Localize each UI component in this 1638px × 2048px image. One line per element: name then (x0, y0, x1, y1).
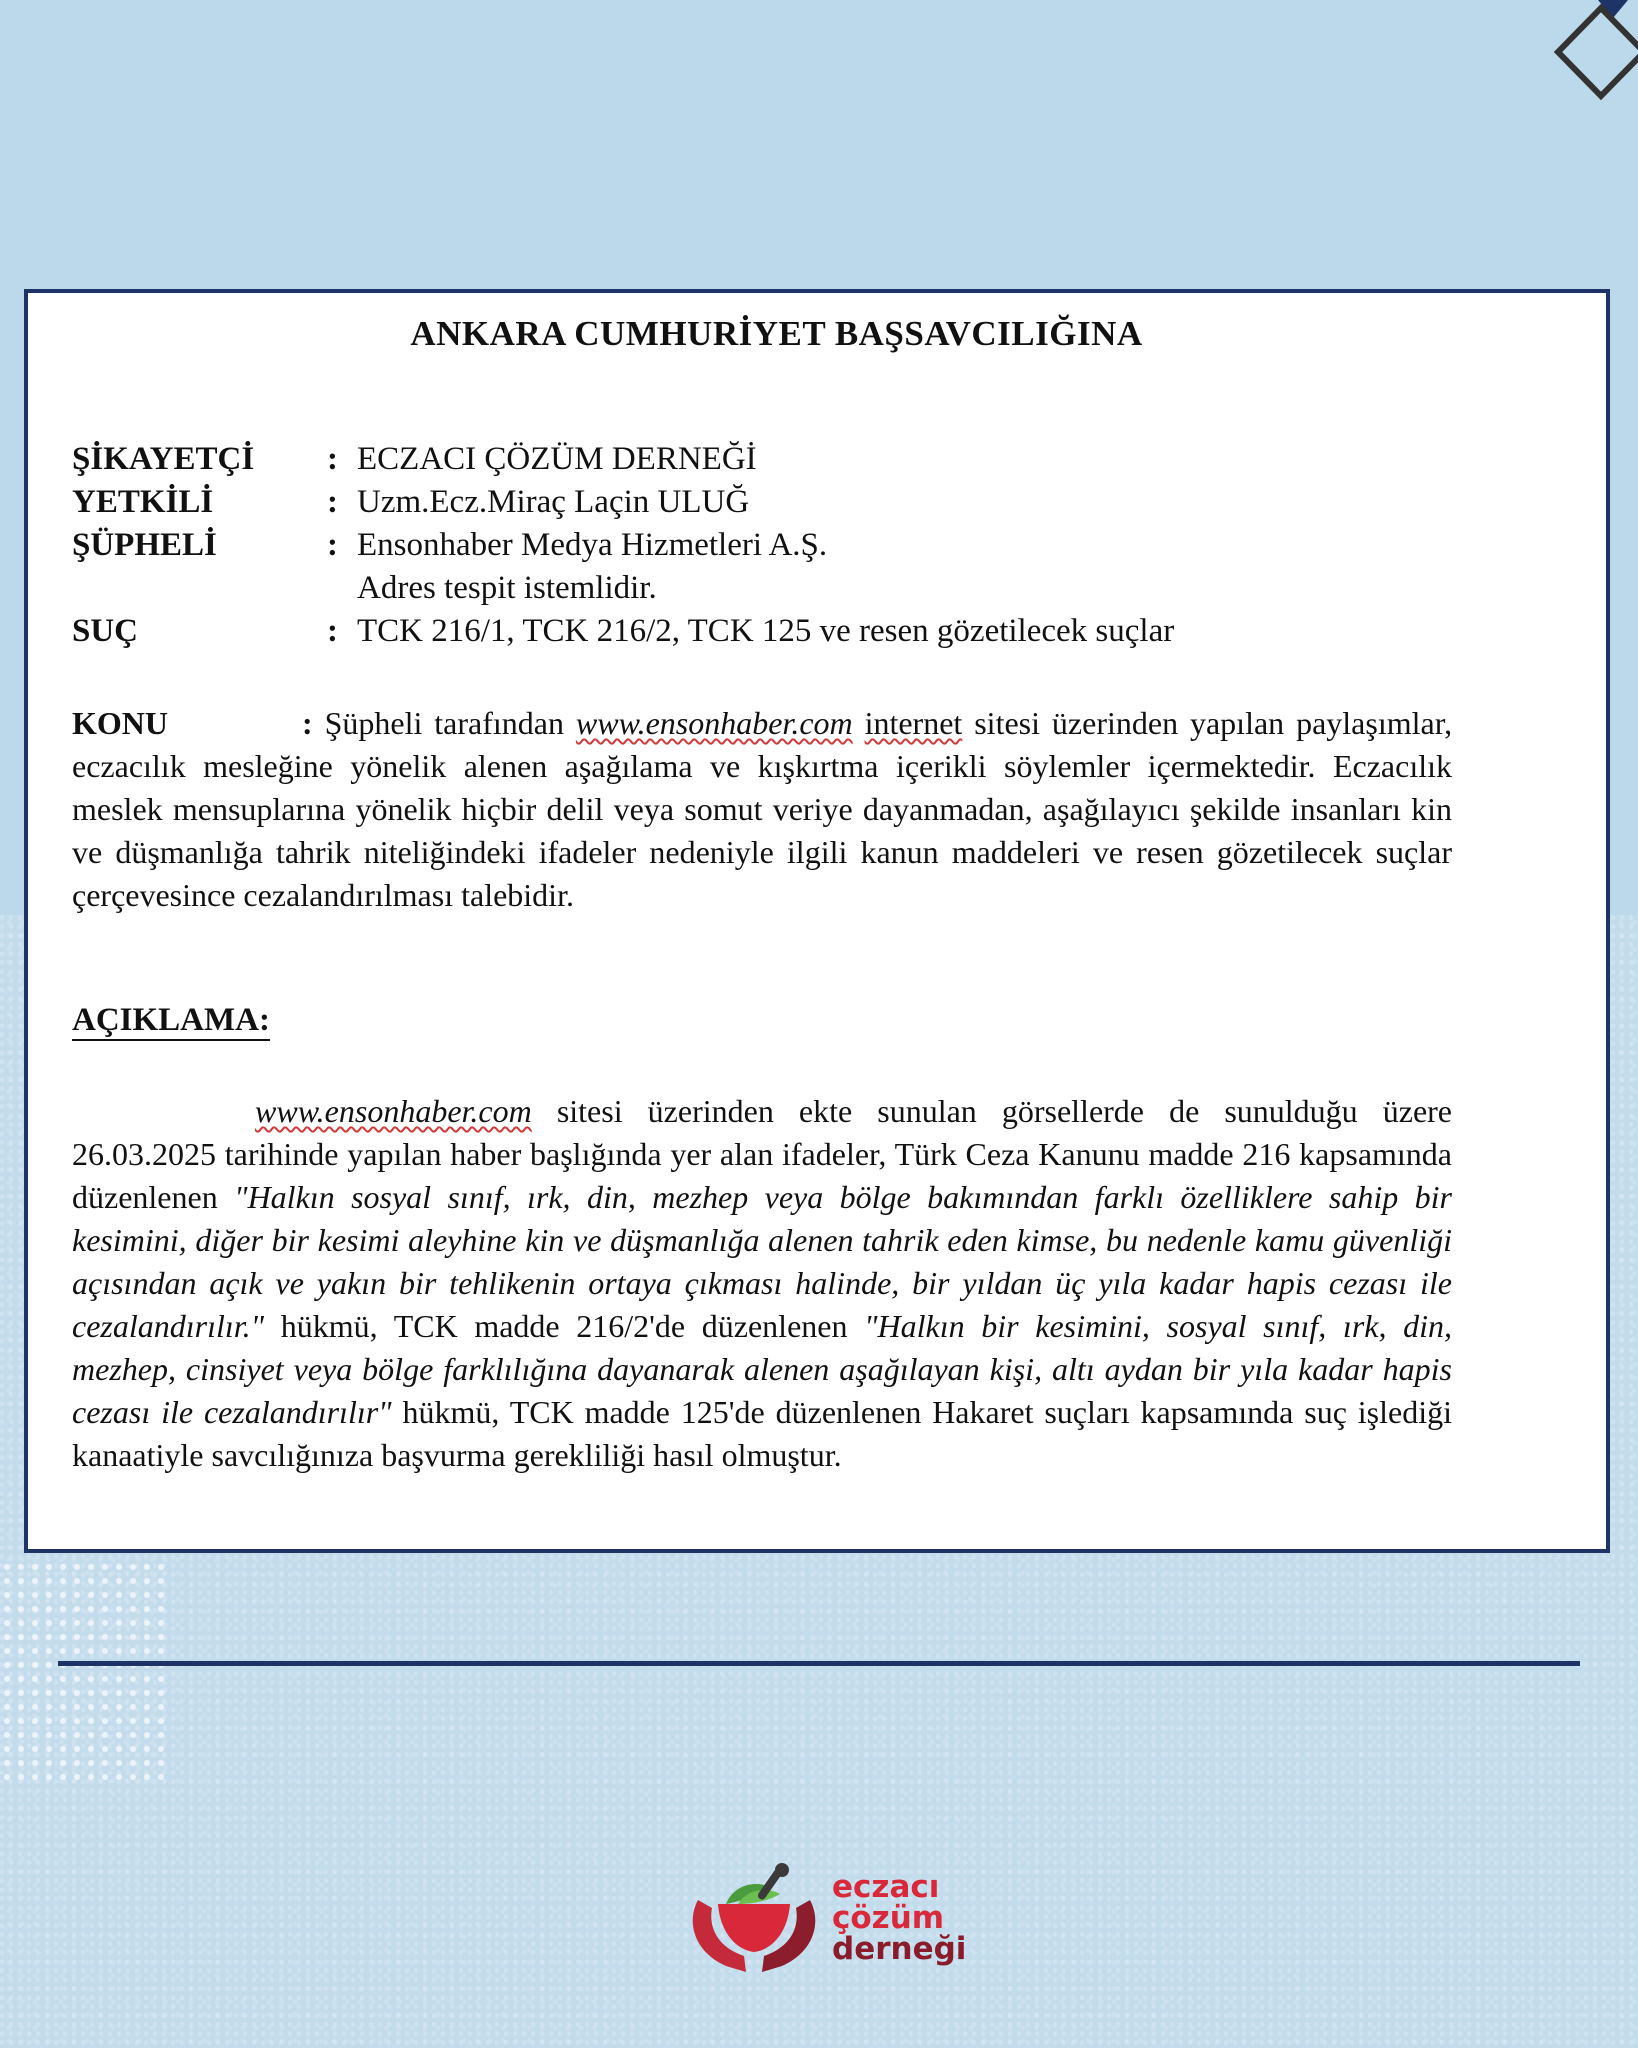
aciklama-paragraph (72, 1090, 1452, 1477)
field-colon: : (327, 484, 338, 520)
dot-pattern (0, 1560, 170, 1780)
field-label: YETKİLİ (72, 484, 214, 520)
field-value: TCK 216/1, TCK 216/2, TCK 125 ve resen gözetilecek suçlar (357, 613, 1175, 649)
field-colon: : (327, 613, 338, 649)
divider-line (58, 1661, 1580, 1666)
field-colon: : (327, 441, 338, 477)
field-sikayetci (72, 441, 1174, 484)
party-fields (72, 441, 1174, 656)
logo-wordmark (832, 1869, 967, 1967)
field-yetkili (72, 484, 1174, 527)
aciklama-text-2: hükmü, TCK madde 216/2'de düzenlenen (280, 1308, 848, 1344)
logo-line-1: eczacı (832, 1869, 940, 1905)
field-label: ŞÜPHELİ (72, 527, 217, 563)
konu-word: internet (864, 705, 963, 741)
aciklama-heading: AÇIKLAMA: (72, 1001, 270, 1041)
document-title: ANKARA CUMHURİYET BAŞSAVCILIĞINA (410, 314, 1143, 353)
field-value: Ensonhaber Medya Hizmetleri A.Ş. (357, 527, 828, 563)
eczaci-cozum-dernegi-logo (684, 1860, 968, 1978)
field-suc (72, 613, 1174, 656)
tck-216-2-quote: "Halkın bir kesimini, sosyal sınıf, ırk, din, mezhep, cinsiyet veya bölge farklılığına dayanarak alenen aşağılayan kişi, altı aydan bir yıla kadar hapis cezası ile cezalandırılır" (72, 1308, 1453, 1430)
complaint-document (24, 289, 1610, 1553)
field-value: ECZACI ÇÖZÜM DERNEĞİ (357, 441, 757, 477)
site-link[interactable]: www.ensonhaber.com (575, 705, 853, 741)
konu-text-before: Şüpheli tarafından (324, 705, 564, 741)
field-value: Adres tespit istemlidir. (357, 570, 657, 606)
tck-216-quote: "Halkın sosyal sınıf, ırk, din, mezhep veya bölge bakımından farklı özelliklere sahip bir kesimini, diğer bir kesimi aleyhine kin ve düşmanlığa alenen tahrik eden kimse, bu nedenle kamu güvenliği açısından açık ve yakın bir tehlikenin ortaya çıkması halinde, bir yıldan üç yıla kadar hapis cezası ile cezalandırılır." (72, 1179, 1453, 1344)
field-label: SUÇ (72, 613, 139, 649)
site-link[interactable]: www.ensonhaber.com (255, 1093, 532, 1129)
mortar-hands-icon (684, 1860, 824, 1978)
field-supheli (72, 527, 1174, 570)
konu-colon: : (302, 705, 313, 741)
field-colon: : (327, 527, 338, 563)
konu-label: KONU (72, 705, 168, 741)
diamond-ornament-icon (1518, 0, 1638, 110)
field-supheli-address (72, 570, 1174, 613)
aciklama-text-1: sitesi üzerinden ekte sunulan görsellerde de sunulduğu üzere 26.03.2025 tarihinde yapılan haber başlığında yer alan ifadeler, Türk Ceza Kanunu madde 216 kapsamında düzenlenen (72, 1093, 1453, 1215)
aciklama-text-3: hükmü, TCK madde 125'de düzenlenen Hakaret suçları kapsamında suç işlediği kanaatiyle savcılığınıza başvurma gerekliliği hasıl olmuştur. (72, 1394, 1453, 1473)
field-label: ŞİKAYETÇİ (72, 441, 255, 477)
konu-paragraph (72, 702, 1452, 917)
logo-line-3: derneği (832, 1931, 967, 1967)
konu-text-after: sitesi üzerinden yapılan paylaşımlar, eczacılık mesleğine yönelik alenen aşağılama ve kışkırtma içerikli söylemler içermektedir. Eczacılık meslek mensuplarına yönelik hiçbir delil veya somut veriye dayanmadan, aşağılayıcı şekilde insanları kin ve düşmanlığa tahrik niteliğindeki ifadeler nedeniyle ilgili kanun maddeleri ve resen gözetilecek suçlar çerçevesince cezalandırılması talebidir. (72, 705, 1453, 913)
field-value: Uzm.Ecz.Miraç Laçin ULUĞ (357, 484, 750, 520)
logo-line-2: çözüm (832, 1900, 945, 1936)
